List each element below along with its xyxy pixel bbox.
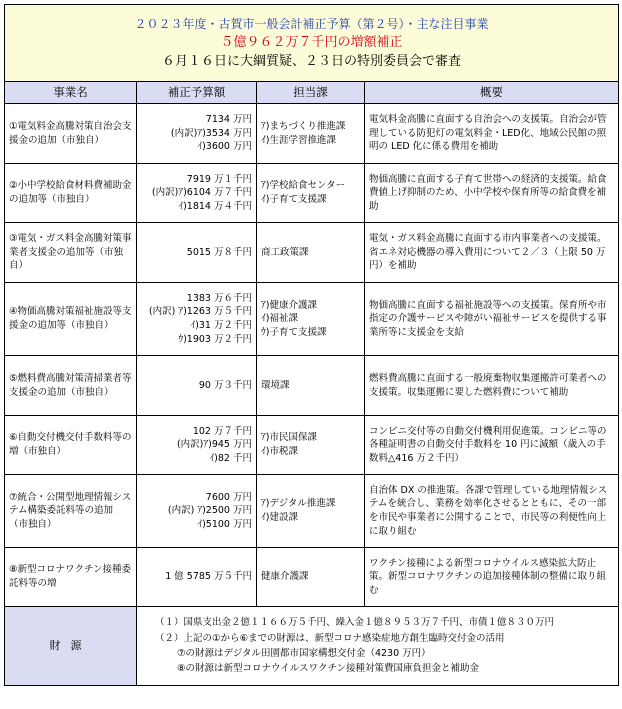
department: [257, 223, 365, 283]
amount-line: 90 万３千円: [198, 379, 252, 391]
amount-line: 1383 万６千円: [186, 292, 252, 304]
table-row: [5, 416, 619, 475]
amount-line: ｲ)1814 万４千円: [178, 200, 252, 212]
department: [257, 416, 365, 475]
project-name: ⑤燃料費高騰対策清掃業者等支援金の追加（市独自）: [5, 356, 137, 416]
department: [257, 283, 365, 356]
department-line: 健康介護課: [261, 571, 309, 583]
budget-amount: [137, 104, 257, 164]
funding-label: 財源: [5, 607, 137, 686]
department-line: 商工政策課: [261, 246, 309, 258]
amount-line: (内訳) ｱ)2500 万円: [167, 505, 252, 517]
project-name: ③電気・ガス料金高騰対策事業者支援金の追加等（市独自）: [5, 223, 137, 283]
project-summary: 電気料金高騰に直面する自治会への支援策。自治会が管理している防犯灯の電気料金・LED化、地域公民館の照明の LED 化に係る費用を補助: [365, 104, 619, 164]
department-line: ｲ)子育て支援課: [261, 194, 327, 205]
amount-line: 102 万７千円: [192, 425, 252, 437]
amount-line: 7134 万円: [205, 114, 252, 126]
table-row: [5, 356, 619, 416]
budget-amount: [137, 164, 257, 223]
title-row: [5, 5, 619, 82]
funding-line: ⑧の財源は新型コロナウイルスワクチン接種対策費国庫負担金と補助金: [177, 663, 479, 675]
budget-amount: [137, 356, 257, 416]
department: [257, 356, 365, 416]
project-summary: 物価高騰に直面する子育て世帯への経済的支援策。給食費値上げ抑制のため、小中学校や保育所等の給食費を補助: [365, 164, 619, 223]
amount-line: ｲ)3600 万円: [197, 141, 252, 153]
funding-line: ⑦の財源はデジタル田園都市国家構想交付金（4230 万円）: [177, 648, 431, 659]
table-row: [5, 164, 619, 223]
budget-table: [4, 4, 619, 686]
department-line: ｲ)生涯学習推進課: [261, 134, 336, 146]
table-row: [5, 283, 619, 356]
amount-line: ｳ)1903 万２千円: [178, 333, 252, 345]
amount-line: (内訳)ｱ)945 万円: [176, 439, 252, 451]
project-summary: 物価高騰に直面する福祉施設等への支援策。保育所や市指定の介護サービスや障がい福祉サービスを提供する事業所等に支援金を支給: [365, 283, 619, 356]
project-summary: ワクチン接種による新型コロナウイルス感染拡大防止策。新型コロナワクチンの追加接種体制の整備に取り組む: [365, 548, 619, 607]
project-name: ⑦統合・公開型地理情報システム構築委託料等の追加（市独自）: [5, 475, 137, 548]
project-name: ④物価高騰対策福祉施設等支援金の追加等（市独自）: [5, 283, 137, 356]
funding-line: （２）上記の①から⑥までの財源は、新型コロナ感染症地方創生臨時交付金の活用: [155, 632, 505, 644]
department: [257, 475, 365, 548]
amount-line: ｲ)5100 万円: [197, 518, 252, 530]
department-line: ｱ)まちづくり推進課: [261, 120, 346, 132]
header-summary: 概要: [365, 82, 619, 104]
budget-amount: [137, 223, 257, 283]
budget-amount: [137, 548, 257, 607]
project-summary: 自治体 DX の推進策。各課で管理している地理情報システムを統合し、業務を効率化させるとともに、その一部を市民や事業者に公開することで、市民等の利便性向上に取り組む: [365, 475, 619, 548]
headline-increase: ５億９６２万７千円の増額補正: [220, 35, 403, 50]
amount-line: 7600 万円: [205, 491, 252, 503]
amount-line: (内訳)ｱ)6104 万７千円: [151, 187, 252, 199]
budget-amount: [137, 475, 257, 548]
table-row: [5, 548, 619, 607]
department-line: ｲ)市税課: [261, 446, 298, 457]
project-summary: コンビニ交付等の自動交付機利用促進策。コンビニ等の各種証明書の自動交付手数料を 10 円に減額（歳入の手数料△416 万２千円）: [365, 416, 619, 475]
amount-line: 7919 万１千円: [186, 173, 252, 185]
department-line: ｳ)子育て支援課: [261, 326, 327, 338]
funding-line: （１）国県支出金２億１１６６万５千円、繰入金１億８９５３万７千円、市債１億８３０万円: [155, 617, 555, 629]
header-row: [5, 82, 619, 104]
department-line: ｱ)デジタル推進課: [261, 498, 336, 510]
amount-line: ｲ)82 千円: [209, 452, 252, 464]
department: [257, 104, 365, 164]
department-line: ｲ)福祉課: [261, 313, 298, 325]
table-row: [5, 475, 619, 548]
project-name: ②小中学校給食材料費補助金の追加等（市独自）: [5, 164, 137, 223]
amount-line: (内訳)ｱ)3534 万円: [170, 127, 252, 139]
amount-line: 1 億 5785 万５千円: [165, 571, 252, 583]
department-line: ｱ)健康介護課: [261, 299, 317, 311]
budget-amount: [137, 283, 257, 356]
department-line: ｱ)学校給食センター: [261, 180, 346, 192]
funding-row: [5, 607, 619, 686]
department-line: 環境課: [261, 379, 290, 391]
funding-details: [137, 607, 619, 686]
header-amount: 補正予算額: [137, 82, 257, 104]
amount-line: 5015 万８千円: [186, 246, 252, 258]
department-line: ｲ)建設課: [261, 512, 298, 523]
title-block: [5, 5, 619, 82]
project-summary: 燃料費高騰に直面する一般廃棄物収集運搬許可業者への支援策。収集運搬に要した燃料費について補助: [365, 356, 619, 416]
project-name: ⑥自動交付機交付手数料等の増（市独自）: [5, 416, 137, 475]
department-line: ｱ)市民国保課: [261, 432, 317, 444]
amount-line: ｲ)31 万２千円: [190, 320, 252, 331]
header-dept: 担当課: [257, 82, 365, 104]
page-title: ２０２３年度・古賀市一般会計補正予算（第２号）・主な注目事業: [134, 17, 489, 31]
project-name: ①電気料金高騰対策自治会支援金の追加（市独自）: [5, 104, 137, 164]
amount-line: (内訳) ｱ)1263 万５千円: [148, 306, 252, 318]
department: [257, 164, 365, 223]
table-row: [5, 104, 619, 164]
department: [257, 548, 365, 607]
project-name: ⑧新型コロナワクチン接種委託料等の増: [5, 548, 137, 607]
header-name: 事業名: [5, 82, 137, 104]
project-summary: 電気・ガス料金高騰に直面する市内事業者への支援策。省エネ対応機器の導入費用について２／３（上限 50 万円）を補助: [365, 223, 619, 283]
budget-amount: [137, 416, 257, 475]
schedule-note: ６月１６日に大綱質疑、２３日の特別委員会で審査: [162, 54, 462, 69]
table-body: [5, 104, 619, 607]
table-row: [5, 223, 619, 283]
